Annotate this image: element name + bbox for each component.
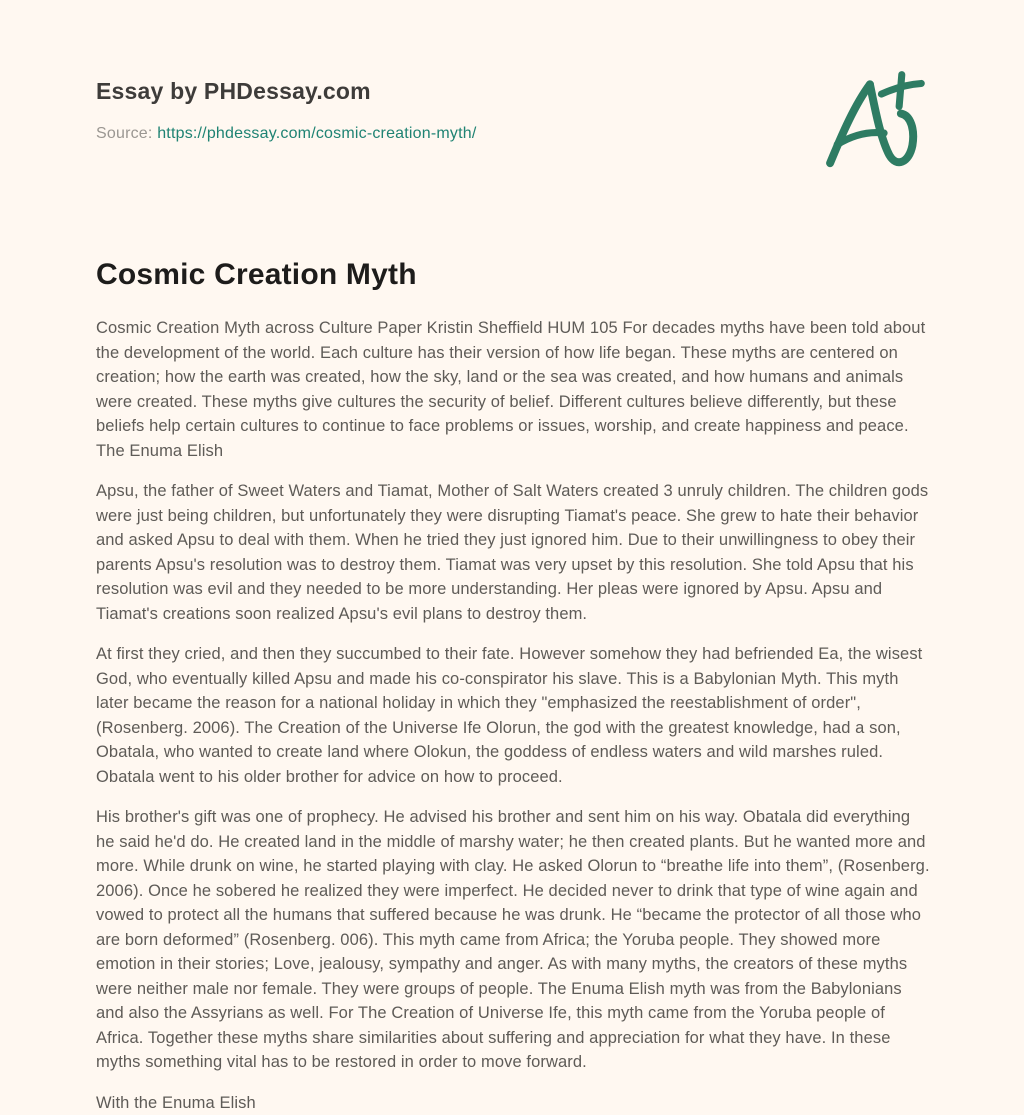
site-title: Essay by PHDessay.com [96, 78, 477, 105]
essay-paragraph: With the Enuma Elish [96, 1091, 930, 1115]
essay-body [96, 316, 930, 1115]
source-line [96, 125, 477, 143]
essay-title: Cosmic Creation Myth [96, 258, 930, 292]
essay-paragraph: Apsu, the father of Sweet Waters and Tiamat, Mother of Salt Waters created 3 unruly children. The children gods were just being children, but unfortunately they were disrupting Tiamat's peace. She grew to hate their behavior and asked Apsu to deal with them. When he tried they just ignored him. Due to their unwillingness to obey their parents Apsu's resolution was to destroy them. Tiamat was very upset by this resolution. She told Apsu that his resolution was evil and they needed to be more understanding. Her pleas were ignored by Apsu. Apsu and Tiamat's creations soon realized Apsu's evil plans to destroy them. [96, 479, 930, 626]
essay-paragraph: At first they cried, and then they succumbed to their fate. However somehow they had befriended Ea, the wisest God, who eventually killed Apsu and made his co-conspirator his slave. This is a Babylonian Myth. This myth later became the reason for a national holiday in which they "emphasized the reestablishment of order", (Rosenberg. 2006). The Creation of the Universe Ife Olorun, the god with the greatest knowledge, had a son, Obatala, who wanted to create land where Olokun, the goddess of endless waters and wild marshes ruled. Obatala went to his older brother for advice on how to proceed. [96, 642, 930, 789]
source-label: Source: [96, 125, 153, 142]
source-link[interactable]: https://phdessay.com/cosmic-creation-myth/ [157, 125, 476, 142]
a-plus-logo-icon [818, 64, 936, 172]
essay-paragraph: His brother's gift was one of prophecy. He advised his brother and sent him on his way. Obatala did everything he said he'd do. He created land in the middle of marshy water; he then created plants. But he wanted more and more. While drunk on wine, he started playing with clay. He asked Olorun to “breathe life into them”, (Rosenberg. 2006). Once he sobered he realized they were imperfect. He decided never to drink that type of wine again and vowed to protect all the humans that suffered because he was drunk. He “became the protector of all those who are born deformed” (Rosenberg. 006). This myth came from Africa; the Yoruba people. They showed more emotion in their stories; Love, jealousy, sympathy and anger. As with many myths, the creators of these myths were neither male nor female. They were groups of people. The Enuma Elish myth was from the Babylonians and also the Assyrians as well. For The Creation of Universe Ife, this myth came from the Yoruba people of Africa. Together these myths share similarities about suffering and appreciation for what they have. In these myths something vital has to be restored in order to move forward. [96, 805, 930, 1075]
page-header [96, 76, 930, 172]
essay-paragraph: Cosmic Creation Myth across Culture Paper Kristin Sheffield HUM 105 For decades myths have been told about the development of the world. Each culture has their version of how life began. These myths are centered on creation; how the earth was created, how the sky, land or the sea was created, and how humans and animals were created. These myths give cultures the security of belief. Different cultures believe differently, but these beliefs help certain cultures to continue to face problems or issues, worship, and create happiness and peace. The Enuma Elish [96, 316, 930, 463]
